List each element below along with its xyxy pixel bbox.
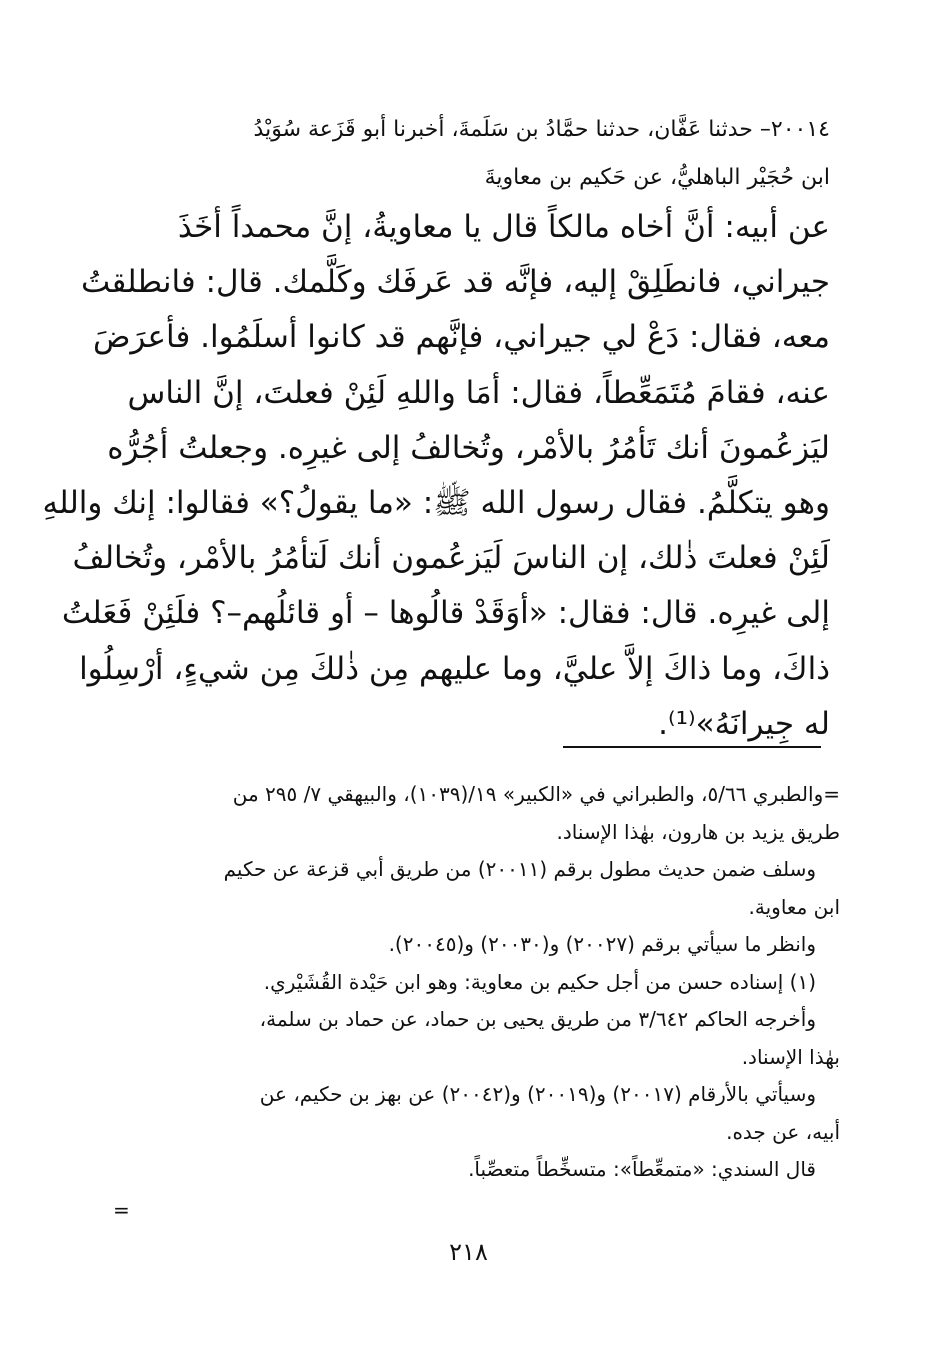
matn-line: ليَزعُمونَ أنك تَأمُرُ بالأمْر، وتُخالفُ إلى غيرِه. وجعلتُ أجُرُّه [107, 429, 830, 466]
matn-line: لَئِنْ فعلتَ ذٰلك، إن الناسَ لَيَزعُمون أنك لَتأمُرُ بالأمْر، وتُخالفُ [72, 540, 830, 577]
isnad-line: ٢٠٠١٤– حدثنا عَفَّان، حدثنا حمَّادُ بن سَلَمةَ، أخبرنا أبو قَزَعة سُوَيْدُ [253, 117, 830, 142]
hadith-text [42, 200, 830, 752]
footnote-continued-mark: = [113, 1198, 130, 1222]
footnote-line: وانظر ما سيأتي برقم (٢٠٠٢٧) و(٢٠٠٣٠) و(٢٠٠٤٥). [388, 932, 816, 956]
footnote-line: قال السندي: «متمعِّطاً»: متسخِّطاً متعصِّباً. [468, 1157, 816, 1181]
matn-line: عنه، فقامَ مُتَمَعِّطاً، فقال: أمَا واللهِ لَئِنْ فعلتَ، إنَّ الناس [127, 374, 830, 411]
isnad-line: ابن حُجَيْر الباهليُّ، عن حَكيم بن معاويةَ [484, 165, 830, 190]
page-number: ٢١٨ [449, 1238, 488, 1266]
matn-line: له جِيرانَهُ»⁽¹⁾. [658, 705, 830, 742]
footnotes [110, 776, 840, 1189]
footnote-line: طريق يزيد بن هارون، بهٰذا الإسناد. [556, 819, 840, 844]
matn-line: جيراني، فانطَلِقْ إليه، فإنَّه قد عَرفَك وكَلَّمك. قال: فانطلقتُ [81, 264, 830, 301]
matn-line: وهو يتكلَّمُ. فقال رسول الله ﷺ: «ما يقولُ؟» فقالوا: إنك واللهِ [42, 485, 830, 522]
footnote-line: =والطبري ٥/٦٦، والطبراني في «الكبير» ١٩/(١٠٣٩)، والبيهقي ٧/ ٢٩٥ من [232, 782, 840, 806]
footnote-separator [563, 746, 821, 748]
footnote-line: وسلف ضمن حديث مطول برقم (٢٠٠١١) من طريق أبي قزعة عن حكيم [223, 857, 816, 881]
matn-line: إلى غيرِه. قال: فقال: «أوَقَدْ قالُوها – أو قائلُهم–؟ فلَئِنْ فَعَلتُ [61, 595, 830, 632]
matn-line: ذاكَ، وما ذاكَ إلاَّ عليَّ، وما عليهم مِن ذٰلكَ مِن شيءٍ، أرْسِلُوا [79, 650, 830, 687]
footnote-line: أبيه، عن جده. [726, 1119, 840, 1144]
hadith-isnad [110, 106, 830, 202]
footnote-line: وأخرجه الحاكم ٣/٦٤٢ من طريق يحيى بن حماد، عن حماد بن سلمة، [259, 1007, 816, 1031]
footnote-line: بهٰذا الإسناد. [741, 1044, 840, 1069]
matn-line: معه، فقال: دَعْ لي جيراني، فإنَّهم قد كانوا أسلَمُوا. فأعرَضَ [92, 319, 830, 356]
footnote-line: (١) إسناده حسن من أجل حكيم بن معاوية: وهو ابن حَيْدة القُشَيْري. [263, 969, 816, 994]
footnote-line: ابن معاوية. [748, 894, 840, 919]
footnote-line: وسيأتي بالأرقام (٢٠٠١٧) و(٢٠٠١٩) و(٢٠٠٤٢) عن بهز بن حكيم، عن [259, 1082, 816, 1106]
matn-line: عن أبيه: أنَّ أخاه مالكاً قال يا معاويةُ، إنَّ محمداً أخَذَ [177, 209, 830, 245]
